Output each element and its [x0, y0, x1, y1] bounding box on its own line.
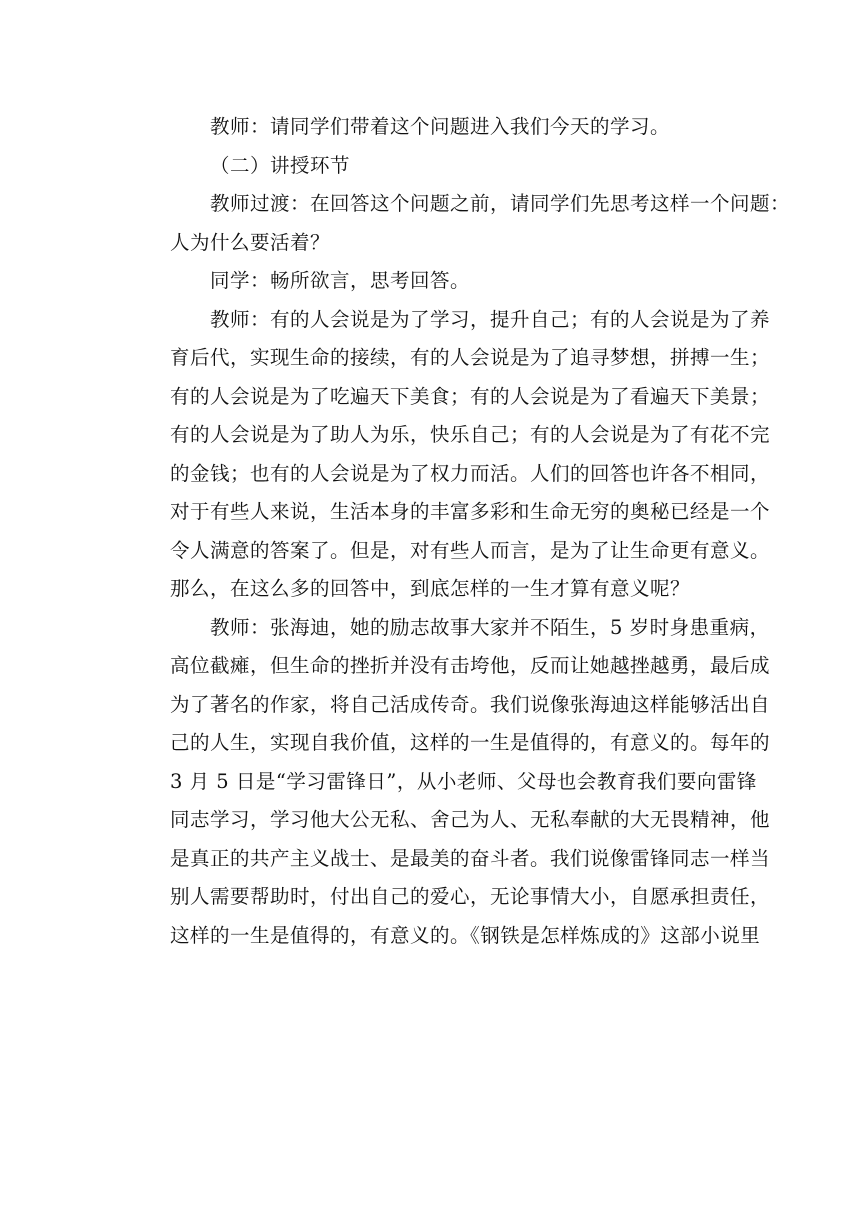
- text-line: （二）讲授环节: [210, 153, 351, 177]
- text-line: 别人需要帮助时，付出自己的爱心，无论事情大小，自愿承担责任，: [170, 885, 771, 908]
- paragraph-teacher-intro: [130, 108, 734, 147]
- text-line: 育后代，实现生命的接续，有的人会说是为了追寻梦想，拼搏一生；: [170, 346, 771, 369]
- paragraph-teacher-transition: [130, 185, 791, 262]
- text-line: 高位截瘫，但生命的挫折并没有击垮他，反而让她越挫越勇，最后成: [170, 654, 771, 677]
- text-line: 的金钱；也有的人会说是为了权力而活。人们的回答也许各不相同，: [170, 461, 771, 485]
- text-line: 同学：畅所欲言，思考回答。: [210, 269, 471, 292]
- text-line: 这样的一生是值得的，有意义的。《钢铁是怎样炼成的》这部小说里: [170, 923, 761, 947]
- text-line: 教师：有的人会说是为了学习，提升自己；有的人会说是为了养: [210, 307, 771, 331]
- section-heading-teaching: [130, 147, 734, 186]
- text-line: 是真正的共产主义战士、是最美的奋斗者。我们说像雷锋同志一样当: [170, 846, 771, 870]
- text-line: 3 月 5 日是“学习雷锋日”，从小老师、父母也会教育我们要向雷锋: [170, 769, 757, 793]
- text-line: 教师过渡：在回答这个问题之前，请同学们先思考这样一个问题：: [210, 192, 791, 215]
- text-line: 那么，在这么多的回答中，到底怎样的一生才算有意义呢？: [170, 577, 691, 600]
- text-line: 令人满意的答案了。但是，对有些人而言，是为了让生命更有意义。: [170, 538, 771, 562]
- paragraph-teacher-meaning-of-life: [130, 301, 771, 609]
- text-line: 有的人会说是为了吃遍天下美食；有的人会说是为了看遍天下美景；: [170, 384, 771, 408]
- text-line: 教师：张海迪，她的励志故事大家并不陌生，5 岁时身患重病，: [210, 615, 770, 639]
- text-line: 己的人生，实现自我价值，这样的一生是值得的，有意义的。每年的: [170, 731, 771, 754]
- paragraph-teacher-examples: [130, 609, 771, 956]
- text-line: 为了著名的作家，将自己活成传奇。我们说像张海迪这样能够活出自: [170, 692, 771, 716]
- text-line: 教师：请同学们带着这个问题进入我们今天的学习。: [210, 115, 671, 138]
- text-line: 对于有些人来说，生活本身的丰富多彩和生命无穷的奥秘已经是一个: [170, 500, 771, 523]
- text-line: 人为什么要活着？: [170, 230, 331, 254]
- text-line: 同志学习，学习他大公无私、舍己为人、无私奉献的大无畏精神，他: [170, 808, 771, 831]
- document-body: [130, 108, 791, 955]
- paragraph-student-response: [130, 262, 734, 301]
- text-line: 有的人会说是为了助人为乐，快乐自己；有的人会说是为了有花不完: [170, 423, 771, 446]
